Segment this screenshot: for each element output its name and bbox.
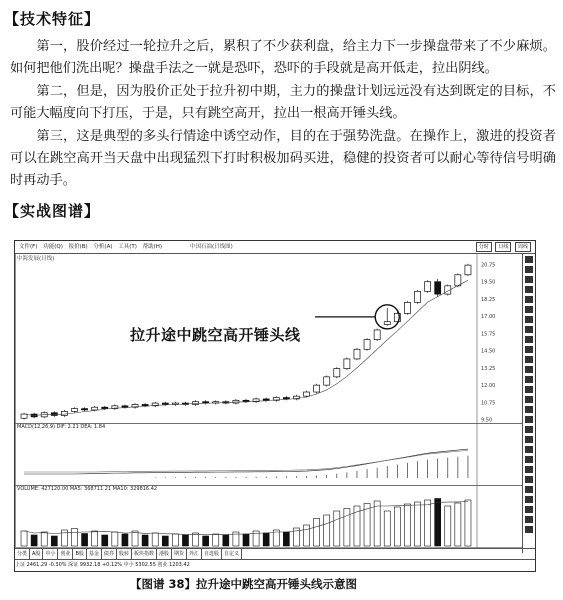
volume-bar — [152, 533, 158, 546]
price-tick-label: 10.75 — [481, 400, 496, 407]
toolbar-icon[interactable] — [525, 376, 533, 383]
section-title-chart: 【实战图谱】 — [4, 202, 101, 220]
toolbar-icon[interactable] — [525, 276, 533, 283]
toolbar-icon[interactable] — [525, 506, 533, 513]
paragraph-3: 第三，这是典型的多头行情途中诱空动作，目的在于强势洗盘。在操作上，激进的投资者可以在跳空高开当天盘中出现猛烈下打时积极加码买进，稳健的投资者可以耐心等待信号明确时再动手。 — [10, 129, 556, 188]
price-tick-label: 9.50 — [481, 417, 493, 424]
volume-bar — [193, 533, 199, 546]
chart-annotation: 拉升途中跳空高开锤头线 — [130, 326, 301, 344]
toolbar-icon[interactable] — [525, 406, 533, 413]
macd-label: MACD(12,26,9) DIF: 2.21 DEA: 1.84 — [17, 424, 106, 430]
volume-bar — [203, 536, 209, 546]
volume-bar — [132, 531, 138, 546]
tab-forex[interactable]: 外汇 — [187, 549, 202, 559]
volume-bar — [102, 535, 108, 546]
candle-body — [71, 409, 77, 412]
menu-item-quote[interactable]: 报价(B) — [68, 244, 88, 250]
volume-bar — [414, 502, 420, 546]
volume-bar — [435, 499, 441, 547]
toolbar-icon[interactable] — [525, 356, 533, 363]
volume-bar — [404, 504, 410, 546]
tab-futures[interactable]: 期货 — [172, 549, 187, 559]
paragraph-2: 第二，但是，因为股价正处于拉升初中期，主力的操盘计划远远没有达到既定的目标，不可能大幅度向下打压，于是，只有跳空高开，拉出一根高开锤头线。 — [10, 84, 556, 121]
macd-dif-line — [24, 449, 468, 474]
toolbar-icon[interactable] — [525, 516, 533, 523]
stock-name: 中海发展(日线) — [17, 256, 55, 262]
candle-body — [384, 322, 390, 325]
volume-bar — [21, 531, 27, 546]
candle-body — [314, 385, 320, 392]
toolbar-icon[interactable] — [525, 306, 533, 313]
tab-bond[interactable]: 债券 — [102, 549, 117, 559]
status-bar: 上证 2461.29 -0.30% 深证 9932.18 +0.12% 中小 5302.55 创业 1203.42 — [15, 559, 535, 571]
tab-b-share[interactable]: B股 — [73, 549, 86, 559]
candle-body — [61, 411, 67, 415]
candle-body — [142, 404, 148, 405]
tab-category[interactable]: 分类 — [15, 549, 30, 559]
candle-body — [263, 399, 269, 400]
toolbar-icon[interactable] — [525, 256, 533, 263]
volume-bar — [394, 507, 400, 546]
toolbar-icon[interactable] — [525, 396, 533, 403]
toolbar-icon[interactable] — [525, 446, 533, 453]
volume-bar — [283, 532, 289, 546]
price-tick-label: 13.25 — [481, 365, 496, 372]
candle-body — [425, 282, 431, 292]
volume-bar — [263, 533, 269, 546]
candle-body — [304, 392, 310, 396]
candle-body — [82, 409, 88, 410]
menu-item-file[interactable]: 文件(F) — [19, 244, 38, 250]
candle-body — [203, 402, 209, 403]
stock-chart-screenshot — [14, 240, 536, 572]
volume-bar — [71, 529, 77, 547]
candle-body — [414, 291, 420, 302]
toolbar-icon[interactable] — [525, 526, 533, 533]
menu-item-function[interactable]: 功能(Q) — [43, 244, 63, 250]
volume-bar — [455, 503, 461, 546]
toolbar-icon[interactable] — [525, 366, 533, 373]
menu-item-tools[interactable]: 工具(T) — [118, 244, 137, 250]
chart-title: 中国石油(日线图) — [190, 244, 233, 250]
volume-bar — [364, 504, 370, 547]
candle-body — [122, 406, 128, 407]
candle-body — [404, 302, 410, 313]
tab-sector-index[interactable]: 板块指数 — [132, 549, 157, 559]
toolbar-icon[interactable] — [525, 296, 533, 303]
price-tick-label: 14.50 — [481, 348, 496, 355]
price-tick-label: 17.00 — [481, 314, 496, 321]
menu-item-analysis[interactable]: 分析(A) — [93, 244, 113, 250]
toolbar-icon[interactable] — [525, 326, 533, 333]
candle-body — [334, 369, 340, 377]
candlestick-chart — [15, 253, 523, 548]
toolbar-icon[interactable] — [525, 466, 533, 473]
menu-item-help[interactable]: 帮助(H) — [142, 244, 163, 250]
toolbar-icon[interactable] — [525, 436, 533, 443]
volume-bar — [82, 534, 88, 547]
period-button-intraday[interactable]: 分时 — [476, 242, 492, 252]
toolbar-icon[interactable] — [525, 346, 533, 353]
volume-bar — [384, 511, 390, 546]
volume-bar — [425, 500, 431, 546]
volume-bar — [92, 531, 98, 546]
tab-watchlist[interactable]: 自选股 — [202, 549, 222, 559]
ma-line — [24, 280, 468, 415]
candle-body — [344, 359, 350, 369]
candle-body — [354, 349, 360, 359]
volume-bar — [213, 534, 219, 546]
toolbar-icon[interactable] — [525, 386, 533, 393]
macd-dea-line — [24, 450, 468, 472]
section-title-technical: 【技术特征】 — [4, 10, 101, 28]
volume-ma-line — [24, 502, 468, 535]
tab-sme[interactable]: 中小 — [43, 549, 58, 559]
volume-bar — [172, 534, 178, 546]
candle-body — [374, 330, 380, 340]
period-button-daily[interactable]: 日线 — [495, 242, 511, 252]
volume-bar — [182, 535, 188, 546]
toolbar-icon[interactable] — [525, 286, 533, 293]
volume-label: VOLUME: 427120.00 MA5: 368711.21 MA10: 329816.42 — [17, 486, 158, 492]
period-button-weekly[interactable]: 周线 — [515, 242, 531, 252]
tab-a-share[interactable]: A股 — [30, 549, 43, 559]
macd-panel-frame — [16, 424, 523, 486]
volume-bar — [324, 515, 330, 546]
volume-bar — [31, 535, 37, 546]
candle-body — [92, 407, 98, 410]
candle-body — [324, 377, 330, 385]
candle-body — [283, 398, 289, 399]
figure-caption: 【图谱 38】拉升途中跳空高开锤头线示意图 — [130, 577, 358, 591]
candle-body — [243, 400, 249, 401]
tab-hk[interactable]: 港股 — [157, 549, 172, 559]
candle-body — [102, 407, 108, 408]
volume-bar — [344, 509, 350, 547]
toolbar-icon[interactable] — [525, 336, 533, 343]
market-tabs — [15, 548, 535, 559]
volume-bar — [223, 535, 229, 546]
period-buttons — [474, 242, 531, 252]
volume-bar — [122, 534, 128, 546]
volume-bar — [41, 532, 47, 546]
volume-bar — [51, 536, 57, 546]
candle-body — [364, 340, 370, 350]
price-tick-label: 19.50 — [481, 279, 496, 286]
right-toolbar — [522, 253, 535, 553]
volume-bar — [243, 534, 249, 546]
candle-body — [465, 265, 471, 275]
volume-bar — [334, 511, 340, 546]
tab-fund[interactable]: 基金 — [87, 549, 102, 559]
volume-bar — [445, 506, 451, 546]
candle-body — [435, 282, 441, 294]
volume-bar — [374, 501, 380, 546]
toolbar-icon[interactable] — [525, 456, 533, 463]
tab-gem[interactable]: 创业 — [58, 549, 73, 559]
price-tick-label: 12.00 — [481, 383, 496, 390]
toolbar-icon[interactable] — [525, 476, 533, 483]
toolbar-icon[interactable] — [525, 486, 533, 493]
candle-body — [21, 414, 27, 418]
volume-bar — [142, 535, 148, 546]
volume-bar — [162, 536, 168, 546]
toolbar-icon[interactable] — [525, 316, 533, 323]
price-tick-label: 18.25 — [481, 296, 496, 303]
candle-body — [162, 403, 168, 404]
volume-bar — [304, 525, 310, 546]
volume-bar — [465, 500, 471, 546]
toolbar-icon[interactable] — [525, 266, 533, 273]
tab-custom[interactable]: 自定义 — [222, 549, 242, 559]
toolbar-icon[interactable] — [525, 426, 533, 433]
toolbar-icon[interactable] — [525, 416, 533, 423]
price-tick-label: 15.75 — [481, 331, 496, 338]
volume-bar — [112, 532, 118, 546]
toolbar-icon[interactable] — [525, 496, 533, 503]
tab-transfer[interactable]: 股转 — [117, 549, 132, 559]
price-tick-label: 20.75 — [481, 262, 496, 269]
paragraph-1: 第一，股价经过一轮拉升之后，累积了不少获利盘，给主力下一步操盘带来了不少麻烦。如何把他们洗出呢？操盘手法之一就是恐吓，恐吓的手段就是高开低走，拉出阴线。 — [10, 39, 556, 76]
volume-bar — [314, 519, 320, 547]
